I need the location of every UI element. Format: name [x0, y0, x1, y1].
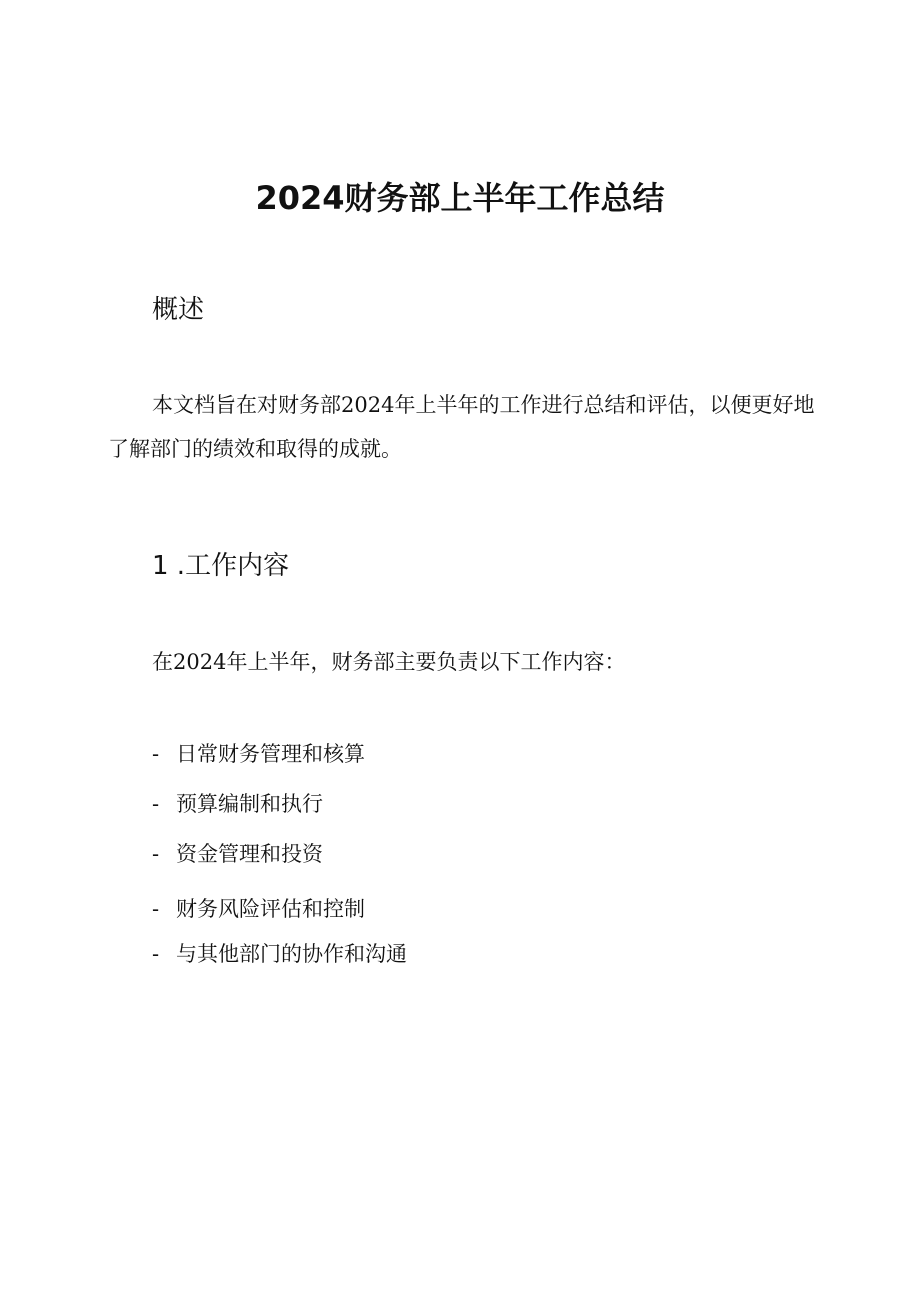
list-item: [152, 839, 323, 869]
list-item: [152, 939, 407, 969]
list-item-text: 财务风险评估和控制: [176, 897, 365, 921]
overview-heading: 概述: [152, 295, 205, 325]
list-item: [152, 789, 323, 819]
list-item-text: 资金管理和投资: [176, 842, 323, 866]
list-item-text: 预算编制和执行: [176, 792, 323, 816]
overview-paragraph: 本文档旨在对财务部2024年上半年的工作进行总结和评估，以便更好地了解部门的绩效和取得的成就。: [108, 393, 815, 461]
bullet-dash: -: [152, 842, 160, 866]
bullet-dash: -: [152, 792, 160, 816]
bullet-dash: -: [152, 897, 160, 921]
section-heading-work-content: 1 .工作内容: [152, 551, 290, 581]
list-item-text: 与其他部门的协作和沟通: [176, 942, 407, 966]
list-item: [152, 739, 365, 769]
bullet-dash: -: [152, 742, 160, 766]
work-content-intro: 在2024年上半年，财务部主要负责以下工作内容：: [152, 650, 626, 674]
list-item: [152, 894, 365, 924]
bullet-dash: -: [152, 942, 160, 966]
document-title: 2024财务部上半年工作总结: [255, 179, 665, 217]
list-item-text: 日常财务管理和核算: [176, 742, 365, 766]
